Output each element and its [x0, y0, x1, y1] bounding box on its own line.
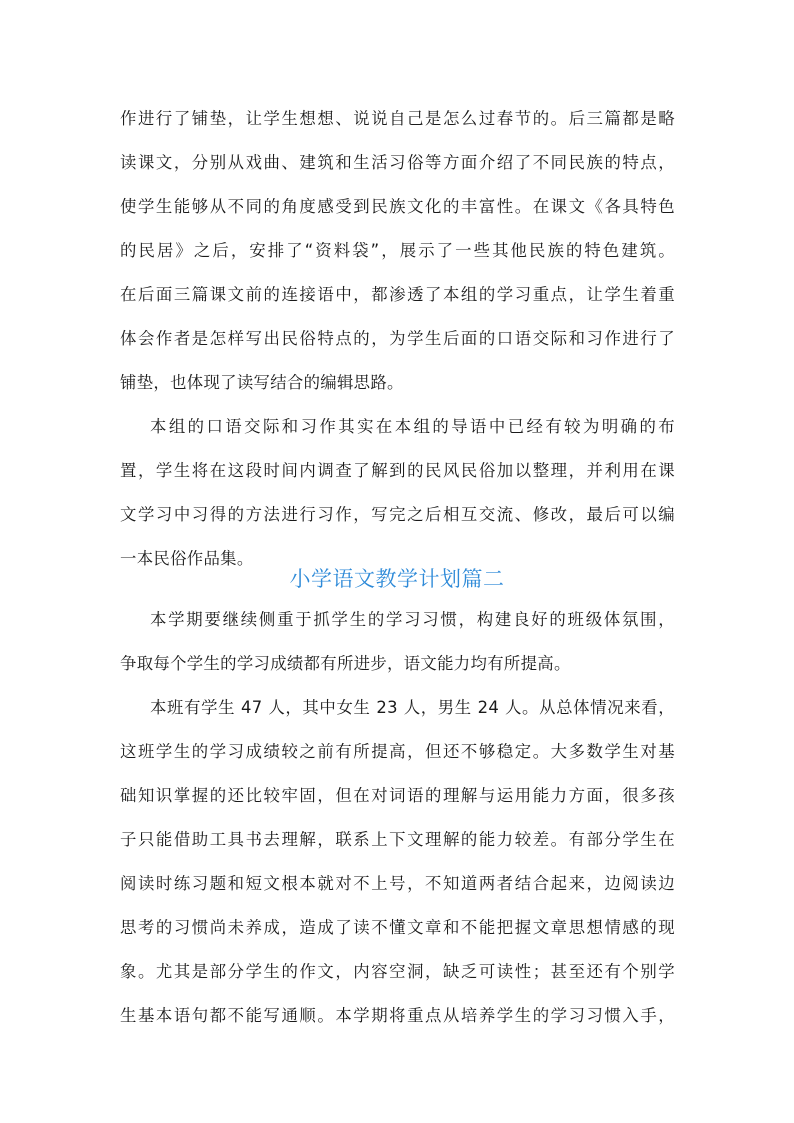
text-line: 这班学生的学习成绩较之前有所提高，但还不够稳定。大多数学生对基	[120, 742, 675, 761]
text-line: 体会作者是怎样写出民俗特点的，为学生后面的口语交际和习作进行了	[120, 329, 675, 348]
section-heading: 小学语文教学计划篇二	[289, 567, 505, 591]
text-line: 本组的口语交际和习作其实在本组的导语中已经有较为明确的布	[150, 417, 675, 436]
text-line: 础知识掌握的还比较牢固，但在对词语的理解与运用能力方面，很多孩	[120, 786, 675, 805]
text-line: 使学生能够从不同的角度感受到民族文化的丰富性。在课文《各具特色	[120, 197, 675, 216]
text-line: 本学期要继续侧重于抓学生的学习习惯，构建良好的班级体氛围，	[150, 610, 675, 629]
text-line: 一本民俗作品集。	[120, 549, 254, 568]
text-line: 生基本语句都不能写通顺。本学期将重点从培养学生的学习习惯入手，	[120, 1006, 675, 1025]
text-line: 的民居》之后，安排了“资料袋”，展示了一些其他民族的特色建筑。	[120, 241, 675, 260]
text-line: 作进行了铺垫，让学生想想、说说自己是怎么过春节的。后三篇都是略	[120, 109, 675, 128]
text-line: 争取每个学生的学习成绩都有所进步，语文能力均有所提高。	[120, 654, 571, 673]
text-line: 置，学生将在这段时间内调查了解到的民风民俗加以整理，并利用在课	[120, 461, 675, 480]
text-line: 本班有学生 47 人，其中女生 23 人，男生 24 人。从总体情况来看，	[150, 698, 675, 717]
text-line: 子只能借助工具书去理解，联系上下文理解的能力较差。有部分学生在	[120, 830, 675, 849]
text-line: 思考的习惯尚未养成，造成了读不懂文章和不能把握文章思想情感的现	[120, 918, 675, 937]
text-line: 读课文，分别从戏曲、建筑和生活习俗等方面介绍了不同民族的特点，	[120, 153, 675, 172]
text-line: 文学习中习得的方法进行习作，写完之后相互交流、修改，最后可以编	[120, 505, 675, 524]
text-line: 阅读时练习题和短文根本就对不上号，不知道两者结合起来，边阅读边	[120, 874, 675, 893]
text-line: 铺垫，也体现了读写结合的编辑思路。	[120, 373, 404, 392]
text-line: 在后面三篇课文前的连接语中，都渗透了本组的学习重点，让学生着重	[120, 285, 675, 304]
text-line: 象。尤其是部分学生的作文，内容空洞，缺乏可读性；甚至还有个别学	[120, 962, 675, 981]
